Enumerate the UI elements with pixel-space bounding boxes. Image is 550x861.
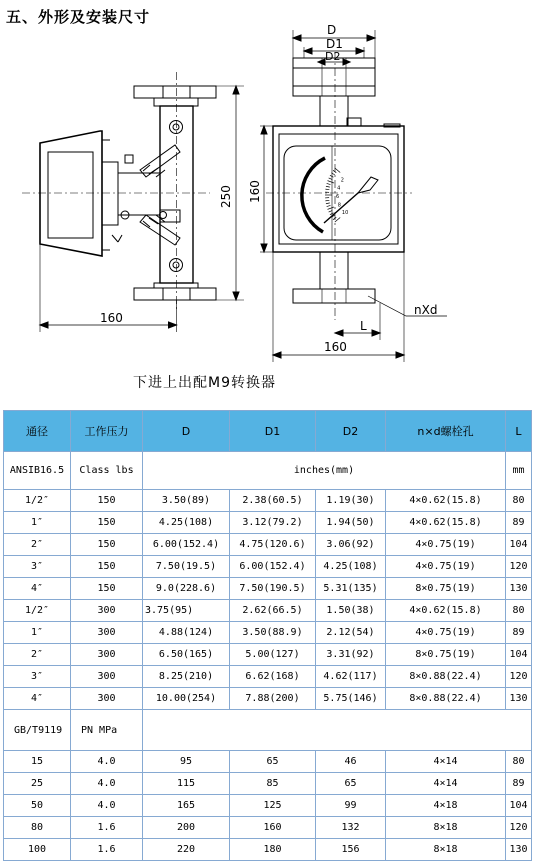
gb-standard: GB/T9119 — [4, 710, 71, 751]
dim-d-label: D — [327, 23, 336, 37]
pointer-needle — [324, 193, 358, 223]
ansi-dimension-unit: inches(mm) — [143, 452, 506, 490]
cell-d: 3.75(95) — [143, 600, 230, 622]
cell-d: 9.0(228.6) — [143, 578, 230, 600]
front-top-flange — [293, 58, 375, 96]
cell-bore: 1/2″ — [4, 490, 71, 512]
scale-tick — [327, 183, 331, 184]
cell-pressure: 1.6 — [71, 839, 143, 861]
cell-d1: 2.38(60.5) — [230, 490, 316, 512]
ansi-pressure-unit: Class lbs — [71, 452, 143, 490]
side-view — [22, 72, 244, 332]
front-bottom-flange — [293, 289, 375, 303]
ansi-table-row — [4, 512, 532, 534]
cell-d1: 85 — [230, 773, 316, 795]
ansi-table-row — [4, 644, 532, 666]
cell-d: 6.50(165) — [143, 644, 230, 666]
cell-d2: 4.62(117) — [316, 666, 386, 688]
cell-bore: 1″ — [4, 622, 71, 644]
cell-d2: 2.12(54) — [316, 622, 386, 644]
scale-tick — [327, 205, 331, 206]
scale-tick — [326, 203, 330, 204]
cell-d1: 65 — [230, 751, 316, 773]
ansi-table-row — [4, 600, 532, 622]
cell-bore: 2″ — [4, 644, 71, 666]
cell-l: 120 — [506, 556, 532, 578]
cell-d1: 6.62(168) — [230, 666, 316, 688]
cell-bore: 1/2″ — [4, 600, 71, 622]
gb-table-row — [4, 839, 532, 861]
cell-l: 80 — [506, 490, 532, 512]
cell-l: 89 — [506, 512, 532, 534]
gb-table-row — [4, 773, 532, 795]
drawing-caption: 下进上出配M9转换器 — [133, 372, 276, 392]
cell-d1: 160 — [230, 817, 316, 839]
ansi-table-row — [4, 490, 532, 512]
cell-pressure: 4.0 — [71, 751, 143, 773]
gb-table-row — [4, 795, 532, 817]
cell-l: 89 — [506, 622, 532, 644]
section-title: 五、外形及安装尺寸 — [6, 6, 150, 27]
cell-d1: 5.00(127) — [230, 644, 316, 666]
cell-bolt-holes: 4×0.62(15.8) — [386, 490, 506, 512]
cell-l: 80 — [506, 751, 532, 773]
cell-d1: 7.88(200) — [230, 688, 316, 710]
cell-d2: 4.25(108) — [316, 556, 386, 578]
ansi-table-row — [4, 666, 532, 688]
cell-d2: 132 — [316, 817, 386, 839]
converter-window — [48, 152, 93, 238]
cell-bore: 100 — [4, 839, 71, 861]
cell-d: 3.50(89) — [143, 490, 230, 512]
cell-d1: 6.00(152.4) — [230, 556, 316, 578]
ansi-standard: ANSIB16.5 — [4, 452, 71, 490]
scale-tick — [328, 181, 335, 183]
scale-tick — [325, 189, 329, 190]
cell-d2: 3.06(92) — [316, 534, 386, 556]
ansi-table-row — [4, 534, 532, 556]
cell-d1: 180 — [230, 839, 316, 861]
cell-bore: 4″ — [4, 578, 71, 600]
cell-bore: 3″ — [4, 666, 71, 688]
scale-tick — [328, 207, 335, 209]
cell-pressure: 4.0 — [71, 795, 143, 817]
cell-pressure: 300 — [71, 622, 143, 644]
cell-bolt-holes: 4×0.62(15.8) — [386, 512, 506, 534]
cell-d: 7.50(19.5) — [143, 556, 230, 578]
scale-tick — [330, 175, 334, 177]
dim-nxd-label: nXd — [414, 303, 437, 317]
header-pressure: 工作压力 — [71, 411, 143, 452]
cell-d: 115 — [143, 773, 230, 795]
cell-d: 10.00(254) — [143, 688, 230, 710]
ansi-table-row — [4, 688, 532, 710]
cell-d2: 1.94(50) — [316, 512, 386, 534]
cell-d1: 125 — [230, 795, 316, 817]
cell-d2: 65 — [316, 773, 386, 795]
ansi-table-row — [4, 556, 532, 578]
table-header-row — [4, 411, 532, 452]
cell-pressure: 150 — [71, 534, 143, 556]
cell-d2: 5.31(135) — [316, 578, 386, 600]
cell-l: 104 — [506, 644, 532, 666]
cell-bolt-holes: 8×18 — [386, 839, 506, 861]
cell-pressure: 4.0 — [71, 773, 143, 795]
cell-l: 89 — [506, 773, 532, 795]
gb-table-row — [4, 817, 532, 839]
cell-bolt-holes: 4×0.75(19) — [386, 622, 506, 644]
scale-label: 2 — [341, 177, 344, 183]
cell-bore: 3″ — [4, 556, 71, 578]
cell-bolt-holes: 8×18 — [386, 817, 506, 839]
cell-d: 4.88(124) — [143, 622, 230, 644]
gb-standard-row — [4, 710, 532, 751]
cell-bolt-holes: 4×14 — [386, 773, 506, 795]
cell-bore: 2″ — [4, 534, 71, 556]
cell-d1: 2.62(66.5) — [230, 600, 316, 622]
cell-pressure: 1.6 — [71, 817, 143, 839]
scale-label: 6 — [336, 194, 339, 200]
header-d2: D2 — [316, 411, 386, 452]
dim-160-vertical-label: 160 — [248, 180, 262, 203]
cell-bore: 80 — [4, 817, 71, 839]
cell-d2: 3.31(92) — [316, 644, 386, 666]
cell-pressure: 150 — [71, 578, 143, 600]
cell-d: 8.25(210) — [143, 666, 230, 688]
scale-label: 4 — [337, 185, 340, 191]
dim-160-front-label: 160 — [324, 340, 347, 354]
cell-d2: 1.50(38) — [316, 600, 386, 622]
scale-label: 10 — [342, 210, 348, 216]
cell-d1: 3.50(88.9) — [230, 622, 316, 644]
dim-160-side-label: 160 — [100, 311, 123, 325]
cell-pressure: 300 — [71, 644, 143, 666]
cell-bore: 50 — [4, 795, 71, 817]
cell-d2: 99 — [316, 795, 386, 817]
cell-d: 95 — [143, 751, 230, 773]
cell-l: 104 — [506, 534, 532, 556]
header-bore: 通径 — [4, 411, 71, 452]
cell-d2: 46 — [316, 751, 386, 773]
cell-l: 130 — [506, 578, 532, 600]
scale-tick — [333, 217, 336, 219]
cell-bolt-holes: 8×0.88(22.4) — [386, 666, 506, 688]
cell-bolt-holes: 4×0.62(15.8) — [386, 600, 506, 622]
cell-l: 130 — [506, 839, 532, 861]
header-d1: D1 — [230, 411, 316, 452]
cell-bore: 4″ — [4, 688, 71, 710]
cell-d: 220 — [143, 839, 230, 861]
cell-bore: 15 — [4, 751, 71, 773]
cell-bore: 25 — [4, 773, 71, 795]
dimension-table — [3, 410, 532, 861]
scale-label: 8 — [338, 203, 341, 209]
cell-d2: 1.19(30) — [316, 490, 386, 512]
cell-bolt-holes: 8×0.75(19) — [386, 644, 506, 666]
scale-tick — [333, 170, 336, 172]
ansi-table-row — [4, 578, 532, 600]
cell-d: 200 — [143, 817, 230, 839]
cell-pressure: 300 — [71, 600, 143, 622]
gb-pressure-unit: PN MPa — [71, 710, 143, 751]
cell-pressure: 150 — [71, 490, 143, 512]
scale-tick — [325, 200, 329, 201]
cell-bolt-holes: 8×0.75(19) — [386, 578, 506, 600]
gb-table-row — [4, 751, 532, 773]
dim-d2-label: D2 — [325, 50, 340, 63]
cell-bolt-holes: 4×14 — [386, 751, 506, 773]
scale-arc — [302, 158, 325, 232]
ansi-table-row — [4, 622, 532, 644]
cell-bolt-holes: 4×0.75(19) — [386, 556, 506, 578]
ansi-standard-row — [4, 452, 532, 490]
cell-d1: 7.50(190.5) — [230, 578, 316, 600]
bottom-flange — [134, 288, 216, 300]
cell-pressure: 150 — [71, 556, 143, 578]
converter-neck — [102, 162, 160, 225]
cell-bolt-holes: 8×0.88(22.4) — [386, 688, 506, 710]
cell-d2: 156 — [316, 839, 386, 861]
cell-l: 130 — [506, 688, 532, 710]
cell-bolt-holes: 4×0.75(19) — [386, 534, 506, 556]
cell-bore: 1″ — [4, 512, 71, 534]
header-l: L — [506, 411, 532, 452]
cell-d1: 4.75(120.6) — [230, 534, 316, 556]
ansi-l-unit: mm — [506, 452, 532, 490]
cell-pressure: 300 — [71, 688, 143, 710]
cell-pressure: 300 — [71, 666, 143, 688]
cell-l: 120 — [506, 666, 532, 688]
cell-pressure: 150 — [71, 512, 143, 534]
installation-dimension-drawing — [0, 0, 550, 400]
cell-l: 120 — [506, 817, 532, 839]
cell-bolt-holes: 4×18 — [386, 795, 506, 817]
cell-d2: 5.75(146) — [316, 688, 386, 710]
side-bolt-top — [170, 121, 183, 134]
cell-d: 6.00(152.4) — [143, 534, 230, 556]
cell-l: 104 — [506, 795, 532, 817]
scale-tick — [326, 186, 330, 187]
cell-d1: 3.12(79.2) — [230, 512, 316, 534]
dim-d1-label: D1 — [326, 37, 343, 51]
header-d: D — [143, 411, 230, 452]
pointer-tip — [358, 177, 378, 193]
top-flange — [134, 86, 216, 98]
side-bolt-bottom — [170, 259, 183, 272]
dim-l-label: L — [360, 319, 367, 333]
cell-d: 4.25(108) — [143, 512, 230, 534]
cell-l: 80 — [506, 600, 532, 622]
cell-d: 165 — [143, 795, 230, 817]
header-bolt-holes: n×d螺栓孔 — [386, 411, 506, 452]
dim-250-label: 250 — [219, 185, 233, 208]
gb-blank-cell — [143, 710, 532, 751]
